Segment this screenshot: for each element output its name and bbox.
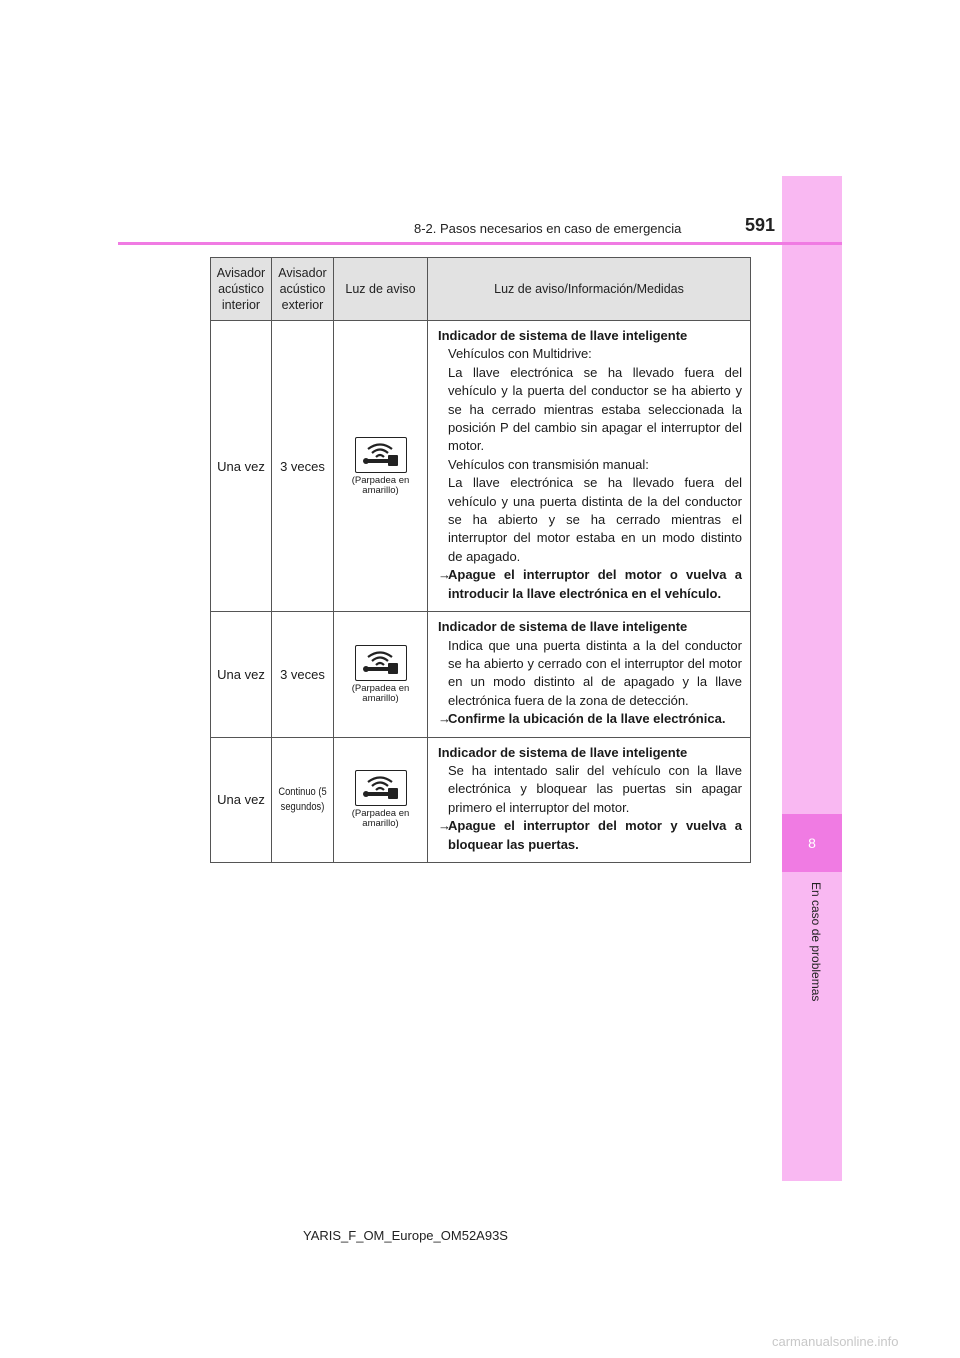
row-action-text: Apague el interruptor del motor y vuelva a bloquear las puertas. — [448, 818, 742, 852]
watermark: carmanualsonline.info — [772, 1334, 899, 1349]
row-paragraph: Vehículos con Multidrive: — [448, 346, 592, 362]
details-cell — [428, 737, 751, 862]
column-header-details: Luz de aviso/Información/Medidas — [428, 258, 751, 321]
row-paragraph: Se ha intentado salir del vehículo con la llave electrónica y bloquear las puertas sin apagar primero el interruptor del motor. — [448, 762, 742, 815]
row-action — [438, 817, 742, 854]
interior-buzzer-cell: Una vez — [211, 612, 272, 737]
icon-caption: (Parpadea en amarillo) — [351, 808, 410, 830]
column-header-exterior: Avisador acústico exterior — [272, 258, 334, 321]
chapter-number: 8 — [782, 814, 842, 872]
header-divider — [118, 242, 842, 245]
row-action — [438, 566, 742, 603]
column-header-warning-light: Luz de aviso — [334, 258, 428, 321]
icon-caption: (Parpadea en amarillo) — [351, 682, 410, 704]
page-number: 591 — [745, 215, 776, 235]
table-header-row — [211, 258, 751, 321]
exterior-buzzer-cell: 3 veces — [272, 321, 334, 612]
arrow-icon: → — [438, 711, 451, 727]
document-code: YARIS_F_OM_Europe_OM52A93S — [303, 1228, 508, 1243]
row-action-text: Apague el interruptor del motor o vuelva a introducir la llave electrónica en el vehículo. — [448, 567, 742, 601]
chapter-side-tab — [782, 176, 842, 1181]
table-row — [211, 321, 751, 612]
icon-caption: (Parpadea en amarillo) — [351, 474, 410, 496]
details-cell — [428, 321, 751, 612]
table-row — [211, 612, 751, 737]
smart-key-warning-icon — [355, 770, 407, 806]
interior-buzzer-cell: Una vez — [211, 737, 272, 862]
details-cell — [428, 612, 751, 737]
row-paragraph: La llave electrónica se ha llevado fuera del vehículo y una puerta distinta de la del conductor se ha abierto y se ha cerrado mientras el interruptor del motor estaba en un modo distinto de apagado. — [448, 475, 742, 564]
row-title: Indicador de sistema de llave inteligente — [438, 619, 688, 635]
row-paragraph: La llave electrónica se ha llevado fuera del vehículo y la puerta del conductor se ha abierto y se ha cerrado mientras estaba seleccionada la posición P del cambio sin apagar el interruptor del motor. — [448, 364, 742, 454]
row-title: Indicador de sistema de llave inteligente — [438, 328, 688, 343]
warning-light-cell — [334, 737, 428, 862]
warning-light-cell — [334, 612, 428, 737]
interior-buzzer-cell: Una vez — [211, 321, 272, 612]
warning-table — [210, 257, 751, 863]
row-action-text: Confirme la ubicación de la llave electrónica. — [448, 711, 726, 727]
row-title: Indicador de sistema de llave inteligente — [438, 744, 688, 760]
row-paragraph: Vehículos con transmisión manual: — [448, 456, 649, 472]
chapter-title: En caso de problemas — [809, 882, 823, 1002]
smart-key-warning-icon — [355, 645, 407, 681]
column-header-interior: Avisador acústico interior — [211, 258, 272, 321]
table-row — [211, 737, 751, 862]
row-paragraph: Indica que una puerta distinta a la del conductor se ha abierto y cerrado con el interruptor del motor en un modo distinto al de apagado y la llave electrónica fuera de la zona de detección. — [448, 637, 742, 708]
arrow-icon: → — [438, 818, 451, 834]
exterior-buzzer-text: Continuo (5 segundos) — [278, 785, 327, 813]
warning-light-cell — [334, 321, 428, 612]
exterior-buzzer-cell — [272, 737, 334, 862]
arrow-icon: → — [438, 567, 451, 583]
smart-key-warning-icon — [355, 437, 407, 473]
exterior-buzzer-cell: 3 veces — [272, 612, 334, 737]
section-title: 8-2. Pasos necesarios en caso de emergencia — [414, 221, 682, 236]
row-action — [438, 710, 742, 728]
